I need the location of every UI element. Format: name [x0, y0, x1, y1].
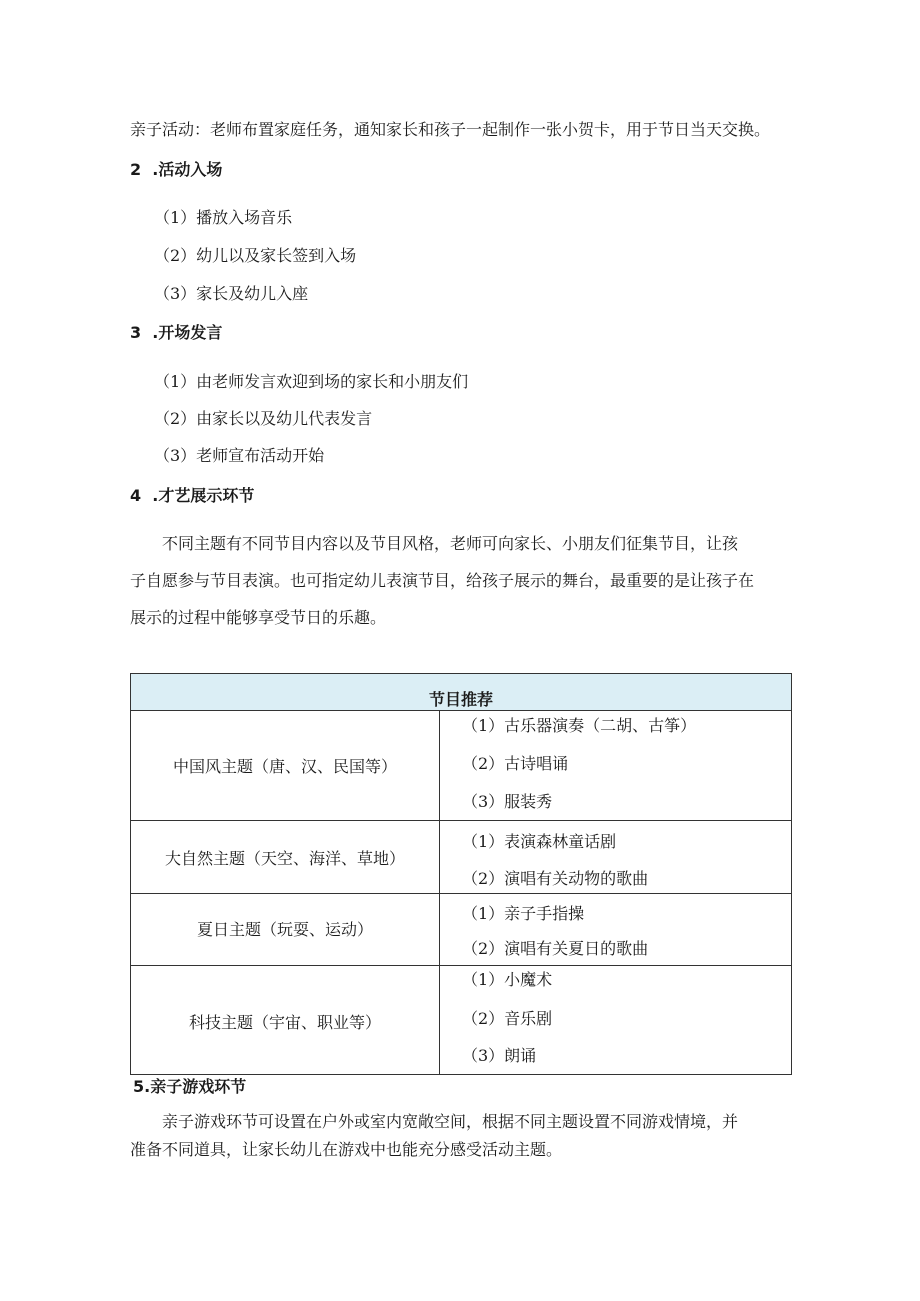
- table-row-theme: 科技主题（宇宙、职业等）: [188, 1013, 381, 1032]
- table-row-program: （2）古诗唱诵: [462, 754, 569, 773]
- table-row-program: （2）演唱有关动物的歌曲: [462, 869, 649, 888]
- row-divider: [131, 965, 791, 966]
- table-row-program: （3）朗诵: [462, 1046, 537, 1065]
- table-row-program: （2）演唱有关夏日的歌曲: [462, 939, 649, 958]
- table-row-theme: 大自然主题（天空、海洋、草地）: [164, 849, 405, 868]
- table-title: 节目推荐: [428, 690, 493, 709]
- section-2-item: （2）幼儿以及家长签到入场: [154, 246, 357, 265]
- section-3-item: （2）由家长以及幼儿代表发言: [154, 409, 373, 428]
- table-row-program: （1）古乐器演奏（二胡、古筝）: [462, 716, 697, 735]
- section-4-paragraph: [130, 525, 790, 636]
- intro-paragraph: 亲子活动：老师布置家庭任务，通知家长和孩子一起制作一张小贺卡，用于节日当天交换。: [130, 120, 771, 139]
- paragraph-line: 不同主题有不同节目内容以及节目风格，老师可向家长、小朋友们征集节目，让孩: [162, 534, 739, 553]
- section-5-heading: 5.亲子游戏环节: [133, 1077, 247, 1096]
- paragraph-line: 准备不同道具，让家长幼儿在游戏中也能充分感受活动主题。: [130, 1140, 563, 1159]
- section-3-item: （3）老师宣布活动开始: [154, 446, 325, 465]
- table-row-theme: 夏日主题（玩耍、运动）: [196, 920, 373, 939]
- paragraph-line: 亲子游戏环节可设置在户外或室内宽敞空间，根据不同主题设置不同游戏情境，并: [162, 1112, 739, 1131]
- section-4-heading: 4 .才艺展示环节: [130, 486, 255, 505]
- section-5-paragraph: [130, 1108, 790, 1164]
- table-row-theme: 中国风主题（唐、汉、民国等）: [172, 757, 397, 776]
- paragraph-line: 子自愿参与节目表演。也可指定幼儿表演节目，给孩子展示的舞台，最重要的是让孩子在: [130, 571, 755, 590]
- table-row-program: （1）亲子手指操: [462, 904, 585, 923]
- table-row-program: （1）表演森林童话剧: [462, 832, 617, 851]
- table-header: [131, 674, 791, 711]
- program-recommendation-table: [130, 673, 792, 1075]
- table-row-program: （1）小魔术: [462, 970, 553, 989]
- table-row-program: （3）服装秀: [462, 792, 553, 811]
- table-row-program: （2）音乐剧: [462, 1009, 553, 1028]
- paragraph-line: 展示的过程中能够享受节日的乐趣。: [130, 608, 387, 627]
- section-2-heading: 2 .活动入场: [130, 160, 223, 179]
- section-2-item: （3）家长及幼儿入座: [154, 284, 309, 303]
- section-2-item: （1）播放入场音乐: [154, 208, 293, 227]
- section-3-item: （1）由老师发言欢迎到场的家长和小朋友们: [154, 372, 469, 391]
- section-3-heading: 3 .开场发言: [130, 323, 223, 342]
- row-divider: [131, 820, 791, 821]
- row-divider: [131, 893, 791, 894]
